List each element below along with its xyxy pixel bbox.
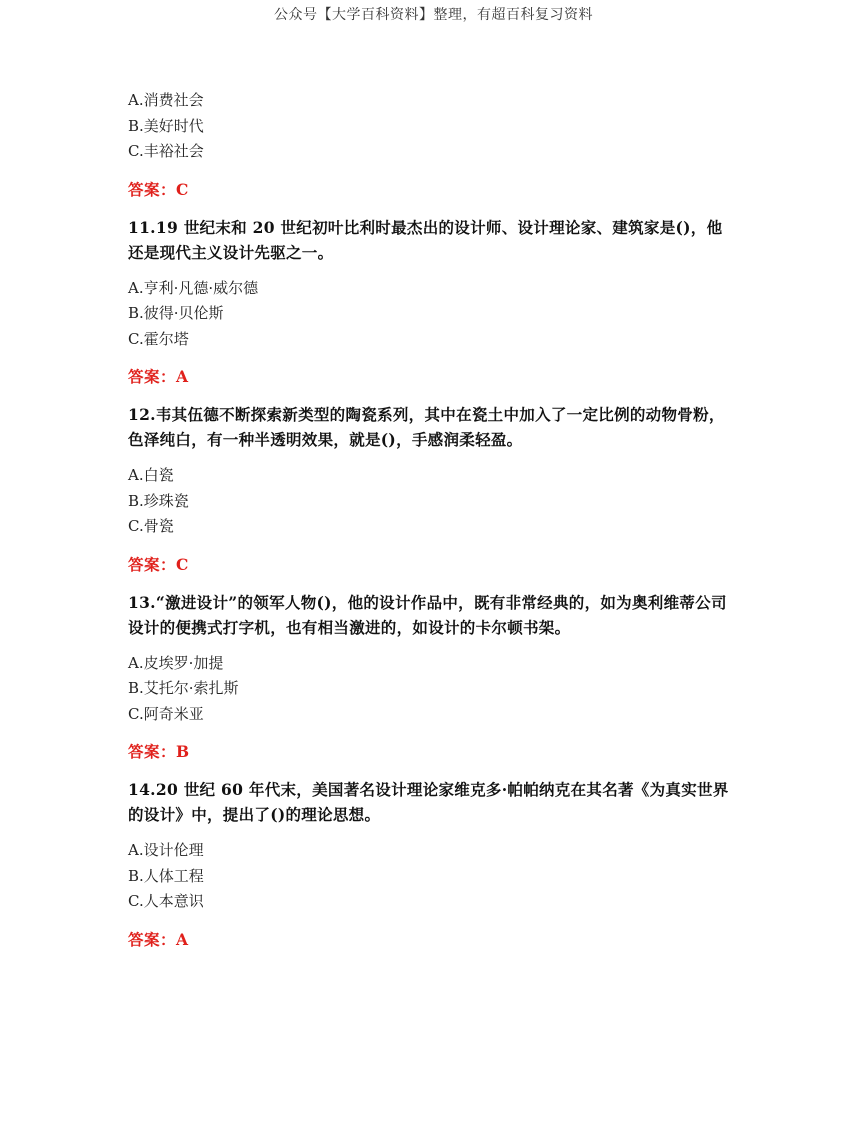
option-a: A.亨利·凡德·威尔德 — [128, 278, 259, 297]
answer-label: 答案：B — [128, 742, 190, 761]
option-b: B.彼得·贝伦斯 — [128, 304, 224, 322]
option-a: A.皮埃罗·加提 — [128, 653, 224, 672]
question-14: 14.20 世纪 60 年代末，美国著名设计理论家维克多·帕帕纳克在其名著《为真实世界的设计》中，提出了()的理论思想。 — [128, 780, 729, 824]
answer-label: 答案：A — [128, 929, 189, 949]
option-list — [128, 463, 738, 540]
question-12: 12.韦其伍德不断探索新类型的陶瓷系列，其中在瓷土中加入了一定比例的动物骨粉，色泽纯白，有一种半透明效果，就是()，手感润柔轻盈。 — [128, 405, 725, 449]
question-13: 13.“激进设计”的领军人物()，他的设计作品中，既有非常经典的，如为奥利维蒂公司设计的便携式打字机，也有相当激进的，如设计的卡尔顿书架。 — [128, 592, 727, 637]
answer-label: 答案：A — [128, 367, 189, 386]
option-a: A.消费社会 — [128, 91, 204, 109]
option-b: B.美好时代 — [128, 116, 204, 135]
answer-label: 答案：C — [128, 554, 189, 574]
option-b: B.珍珠瓷 — [128, 491, 189, 510]
option-a: A.白瓷 — [128, 466, 174, 484]
option-list — [128, 838, 738, 915]
option-a: A.设计伦理 — [128, 841, 204, 859]
question-11: 11.19 世纪末和 20 世纪初叶比利时最杰出的设计师、设计理论家、建筑家是()，他还是现代主义设计先驱之一。 — [128, 217, 723, 262]
option-c: C.丰裕社会 — [128, 142, 204, 160]
option-list — [128, 276, 738, 353]
option-list — [128, 651, 738, 728]
document-body — [128, 88, 738, 951]
page-header: 公众号【大学百科资料】整理，有超百科复习资料 — [274, 7, 593, 23]
option-b: B.艾托尔·索扎斯 — [128, 679, 239, 697]
option-c: C.人本意识 — [128, 892, 204, 910]
option-c: C.霍尔塔 — [128, 329, 189, 348]
answer-label: 答案：C — [128, 179, 189, 199]
option-c: C.骨瓷 — [128, 517, 174, 535]
option-b: B.人体工程 — [128, 866, 204, 885]
option-c: C.阿奇米亚 — [128, 704, 204, 723]
option-list — [128, 88, 738, 165]
